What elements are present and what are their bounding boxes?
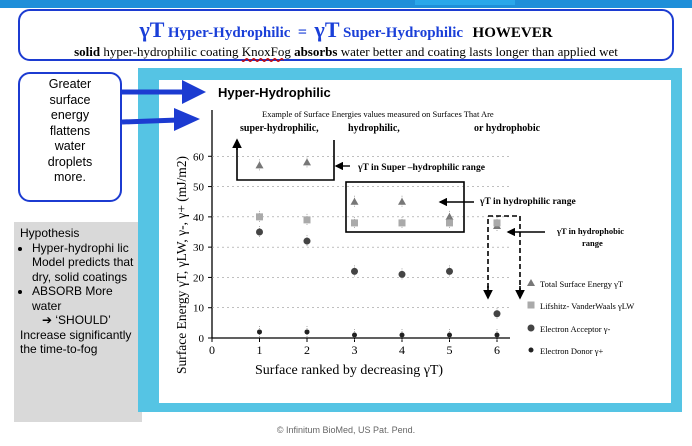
note-line: flattens [49, 123, 91, 138]
super-hydrophilic-label: Super-Hydrophilic [343, 25, 464, 41]
x-tick-labels [209, 338, 500, 357]
data-point [495, 332, 500, 337]
hyper-hydrophilic-label: Hyper-Hydrophilic [167, 25, 291, 41]
data-point [304, 216, 311, 223]
y-tick-label: 60 [193, 151, 204, 164]
x-tick-label: 2 [304, 343, 310, 357]
x-tick-label: 0 [209, 343, 215, 357]
x-tick-label: 3 [351, 343, 358, 357]
y-tick-label: 50 [193, 181, 204, 194]
copyright-footer: © Infinitum BioMed, US Pat. Pend. [276, 425, 416, 435]
data-point [494, 310, 501, 317]
data-point [398, 198, 406, 205]
y-tick-label: 30 [193, 242, 204, 255]
hypothesis-bullet-1: • Hyper-hydrophi lic Model predicts that dry, solid coatings [32, 241, 136, 285]
legend-marker [528, 302, 535, 309]
legend-label: Total Surface Energy γT [540, 279, 624, 289]
equals-sign: = [297, 24, 308, 41]
data-point [304, 238, 311, 245]
x-tick-label: 6 [494, 343, 500, 357]
note-line: more. [54, 170, 86, 184]
super-range-box [237, 140, 350, 180]
data-point [399, 219, 406, 226]
chart-title: Hyper-Hydrophilic [218, 85, 331, 100]
data-point [256, 161, 264, 168]
legend-marker [529, 348, 534, 353]
hypothesis-tail: Increase significantly the time-to-fog [20, 327, 132, 356]
y-tick-label: 20 [193, 272, 204, 285]
annotation-hydrophobic-line2: range [582, 238, 603, 248]
data-point [256, 229, 263, 236]
note-line: droplets [47, 154, 93, 169]
data-point [351, 268, 358, 275]
legend-marker [527, 279, 535, 286]
y-tick-label: 10 [193, 302, 204, 315]
y-axis-label: Surface Energy γT, γLW, γ-, γ+ (mJ/m2) [174, 155, 189, 374]
legend-marker [528, 325, 535, 332]
data-point [257, 329, 262, 334]
x-tick-label: 4 [399, 343, 405, 357]
y-tick-label: 0 [198, 333, 204, 345]
data-point [351, 198, 359, 205]
note-line: water [54, 139, 86, 153]
data-point [446, 219, 453, 226]
legend-label: Electron Donor γ+ [540, 346, 604, 356]
annotation-hydrophobic-line1: γT in hydrophobic [557, 226, 624, 236]
hypothesis-bullet-2: • ABSORB More water [32, 284, 136, 313]
x-tick-label: 5 [446, 343, 453, 357]
category-label-super: super-hydrophilic, [240, 123, 319, 134]
note-line: surface [49, 92, 91, 107]
subtitle-rest: water better and coating lasts longer than applied wet [337, 44, 618, 59]
category-label-hydrophilic: hydrophilic, [348, 123, 400, 134]
blue-arrow-lower [122, 108, 200, 131]
x-axis-label: Surface ranked by decreasing γT) [255, 363, 444, 378]
data-point [494, 219, 501, 226]
y-tick-labels [193, 151, 212, 345]
however-label: HOWEVER [472, 25, 553, 41]
category-label-hydrophobic: or hydrophobic [474, 123, 541, 134]
data-point [446, 268, 453, 275]
gamma-symbol-1: γT [139, 17, 165, 42]
data-point [400, 332, 405, 337]
data-point [351, 219, 358, 226]
data-point [303, 158, 311, 165]
subtitle-mid: hyper-hydrophilic coating [100, 44, 242, 59]
note-line: Greater [48, 77, 92, 91]
annotation-hydrophobic [556, 226, 626, 248]
hypothesis-should: ➔ ‘SHOULD’ [42, 313, 111, 327]
annotation-hydrophilic: γT in hydrophilic range [480, 197, 576, 207]
y-tick-label: 40 [193, 211, 204, 224]
data-point [399, 271, 406, 278]
annotation-super: γT in Super –hydrophilic range [358, 163, 485, 173]
data-point [447, 332, 452, 337]
subtitle-absorbs: absorbs [294, 44, 338, 59]
x-tick-label: 1 [256, 343, 263, 357]
data-point [305, 329, 310, 334]
subtitle-brand: KnoxFog [241, 44, 291, 59]
chart-subtitle: Example of Surface Energies values measured on Surfaces That Are [262, 109, 494, 119]
legend-label: Electron Acceptor γ- [540, 324, 611, 334]
legend-label: Lifshitz- VanderWaals γLW [540, 301, 635, 311]
note-line: energy [50, 108, 90, 122]
subtitle-solid: solid [74, 44, 101, 59]
blue-arrow-upper [122, 80, 206, 104]
hypothesis-title: Hypothesis [20, 226, 80, 240]
data-point [256, 213, 263, 220]
gamma-symbol-2: γT [314, 17, 340, 42]
chart-legend [527, 279, 634, 356]
hydrophilic-range-box [346, 182, 474, 232]
data-point [352, 332, 357, 337]
data-point [446, 213, 454, 220]
